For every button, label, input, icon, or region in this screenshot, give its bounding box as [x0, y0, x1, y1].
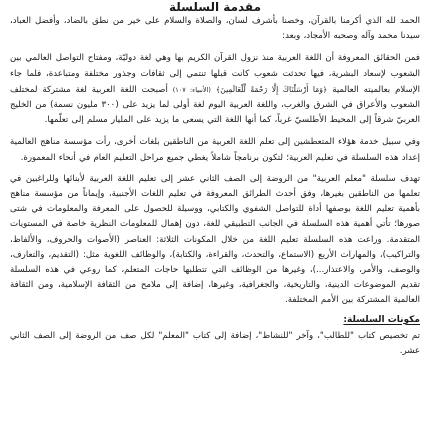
section-heading-components: مكونات السلسلة: — [343, 314, 420, 325]
components-paragraph: تم تخصيص كتاب "للطالب"، وآخر "للنشاط"، إضافة إلى كتاب "المعلم" لكل صف من الروضة إلى الصف الثاني عشر. — [10, 330, 420, 356]
history-paragraph — [10, 51, 420, 128]
goals-paragraph: تهدف سلسلة "معلم العربية" من الروضة إلى الصف الثاني عشر إلى تعليم اللغة العربية لأبنائها وللراغبين في تعلمها من الناطقين بغيرها، وفق أحدث الطرائق المعروفة في تعليم اللغات الأجنبية، وإيماناً من مؤسسة مناهج بأهمية تعليم اللغة بوصفها أداة للتواصل الشفوي والكتابي، ووسيلة للحصول على المعرفة والمعلومات في شتى صورها؛ تأتي أهمية هذه السلسلة في الجانب التطبيقي للغة، دون إهمال للمعلومات النظرية خاصة في المستويات المتقدمة. وراعت هذه السلسلة تعليم اللغة من خلال المكونات الثلاثة: العناصر (الأصوات والحروف، والألفاظ، والتراكيب)، والمهارات الأربع (الاستماع، والتحدث، والقراءة، والكتابة)، والوظائف اللغوية مثل: (التقديم، والتعارف، والوصف، والأمر، والاعتذار...)، وغيرها من الوظائف التي تتطلبها حاجات المتعلم، كما روعي في هذه السلسلة تقديم الموضوعات الدينية، والتاريخية، والجغرافية، وغيرها، إضافة إلى ملامح من الثقافة الإسلامية، ومن الثقافة العالمية المشتركة بين الأمم المختلفة. — [10, 173, 420, 306]
purpose-paragraph: وفي سبيل خدمة هؤلاء المتعطشين إلى تعلم اللغة العربية من الناطقين بلغات أخرى، رأت مؤسسة مناهج العالمية إعداد هذه السلسلة في تعليم العربية؛ لتكون برنامجاً شاملاً يغطي جميع مراحل التعليم العام في أنحاء المعمورة. — [10, 137, 420, 163]
quran-verse: ﴿وَمَا أَرْسَلْنَاكَ إِلَّا رَحْمَةً لِّلْعَالَمِينَ﴾ — [215, 84, 328, 94]
verse-reference: (الأنبياء: ١٠٧) — [172, 85, 211, 94]
history-paragraph-end: أصبحت اللغة العربية لغة مشتركة لمختلف الشعوب والأعراق في الشرق والغرب، واللغة العربية اليوم لغة أولى لما يزيد على (٣٠٠ مليون نسمة) من الخليج العربيّ شرقاً إلى المحيط الأطلسيّ غرباً، كما أنها اللغة التي يسعى ما يزيد على المليار مسلم إلى تعلّمها. — [10, 84, 420, 126]
intro-paragraph: الحمد لله الذي أكرمنا بالقرآن، وخصنا بأشرف لسان، والصلاة والسلام على خير من نطق بالضاد، وأفضل العباد، سيدنا محمد وآله وصحبه الأمجاد، وبعد: — [10, 16, 420, 42]
page-title: مقدمة السلسلة — [169, 0, 261, 14]
history-paragraph-start: فمن الحقائق المعروفة أن اللغة العربية منذ نزول القرآن الكريم بها وهي لغة دوليّة، ومفتاح التواصل العالمي بين الشعوب لإسعاد البشرية، فيها تحدثت شعوب كانت قبلها تنتمي إلى ثقافات وجذور مختلفة ومتباعدة، فلما جاء الإسلام بعالميته العالمية — [10, 53, 421, 95]
